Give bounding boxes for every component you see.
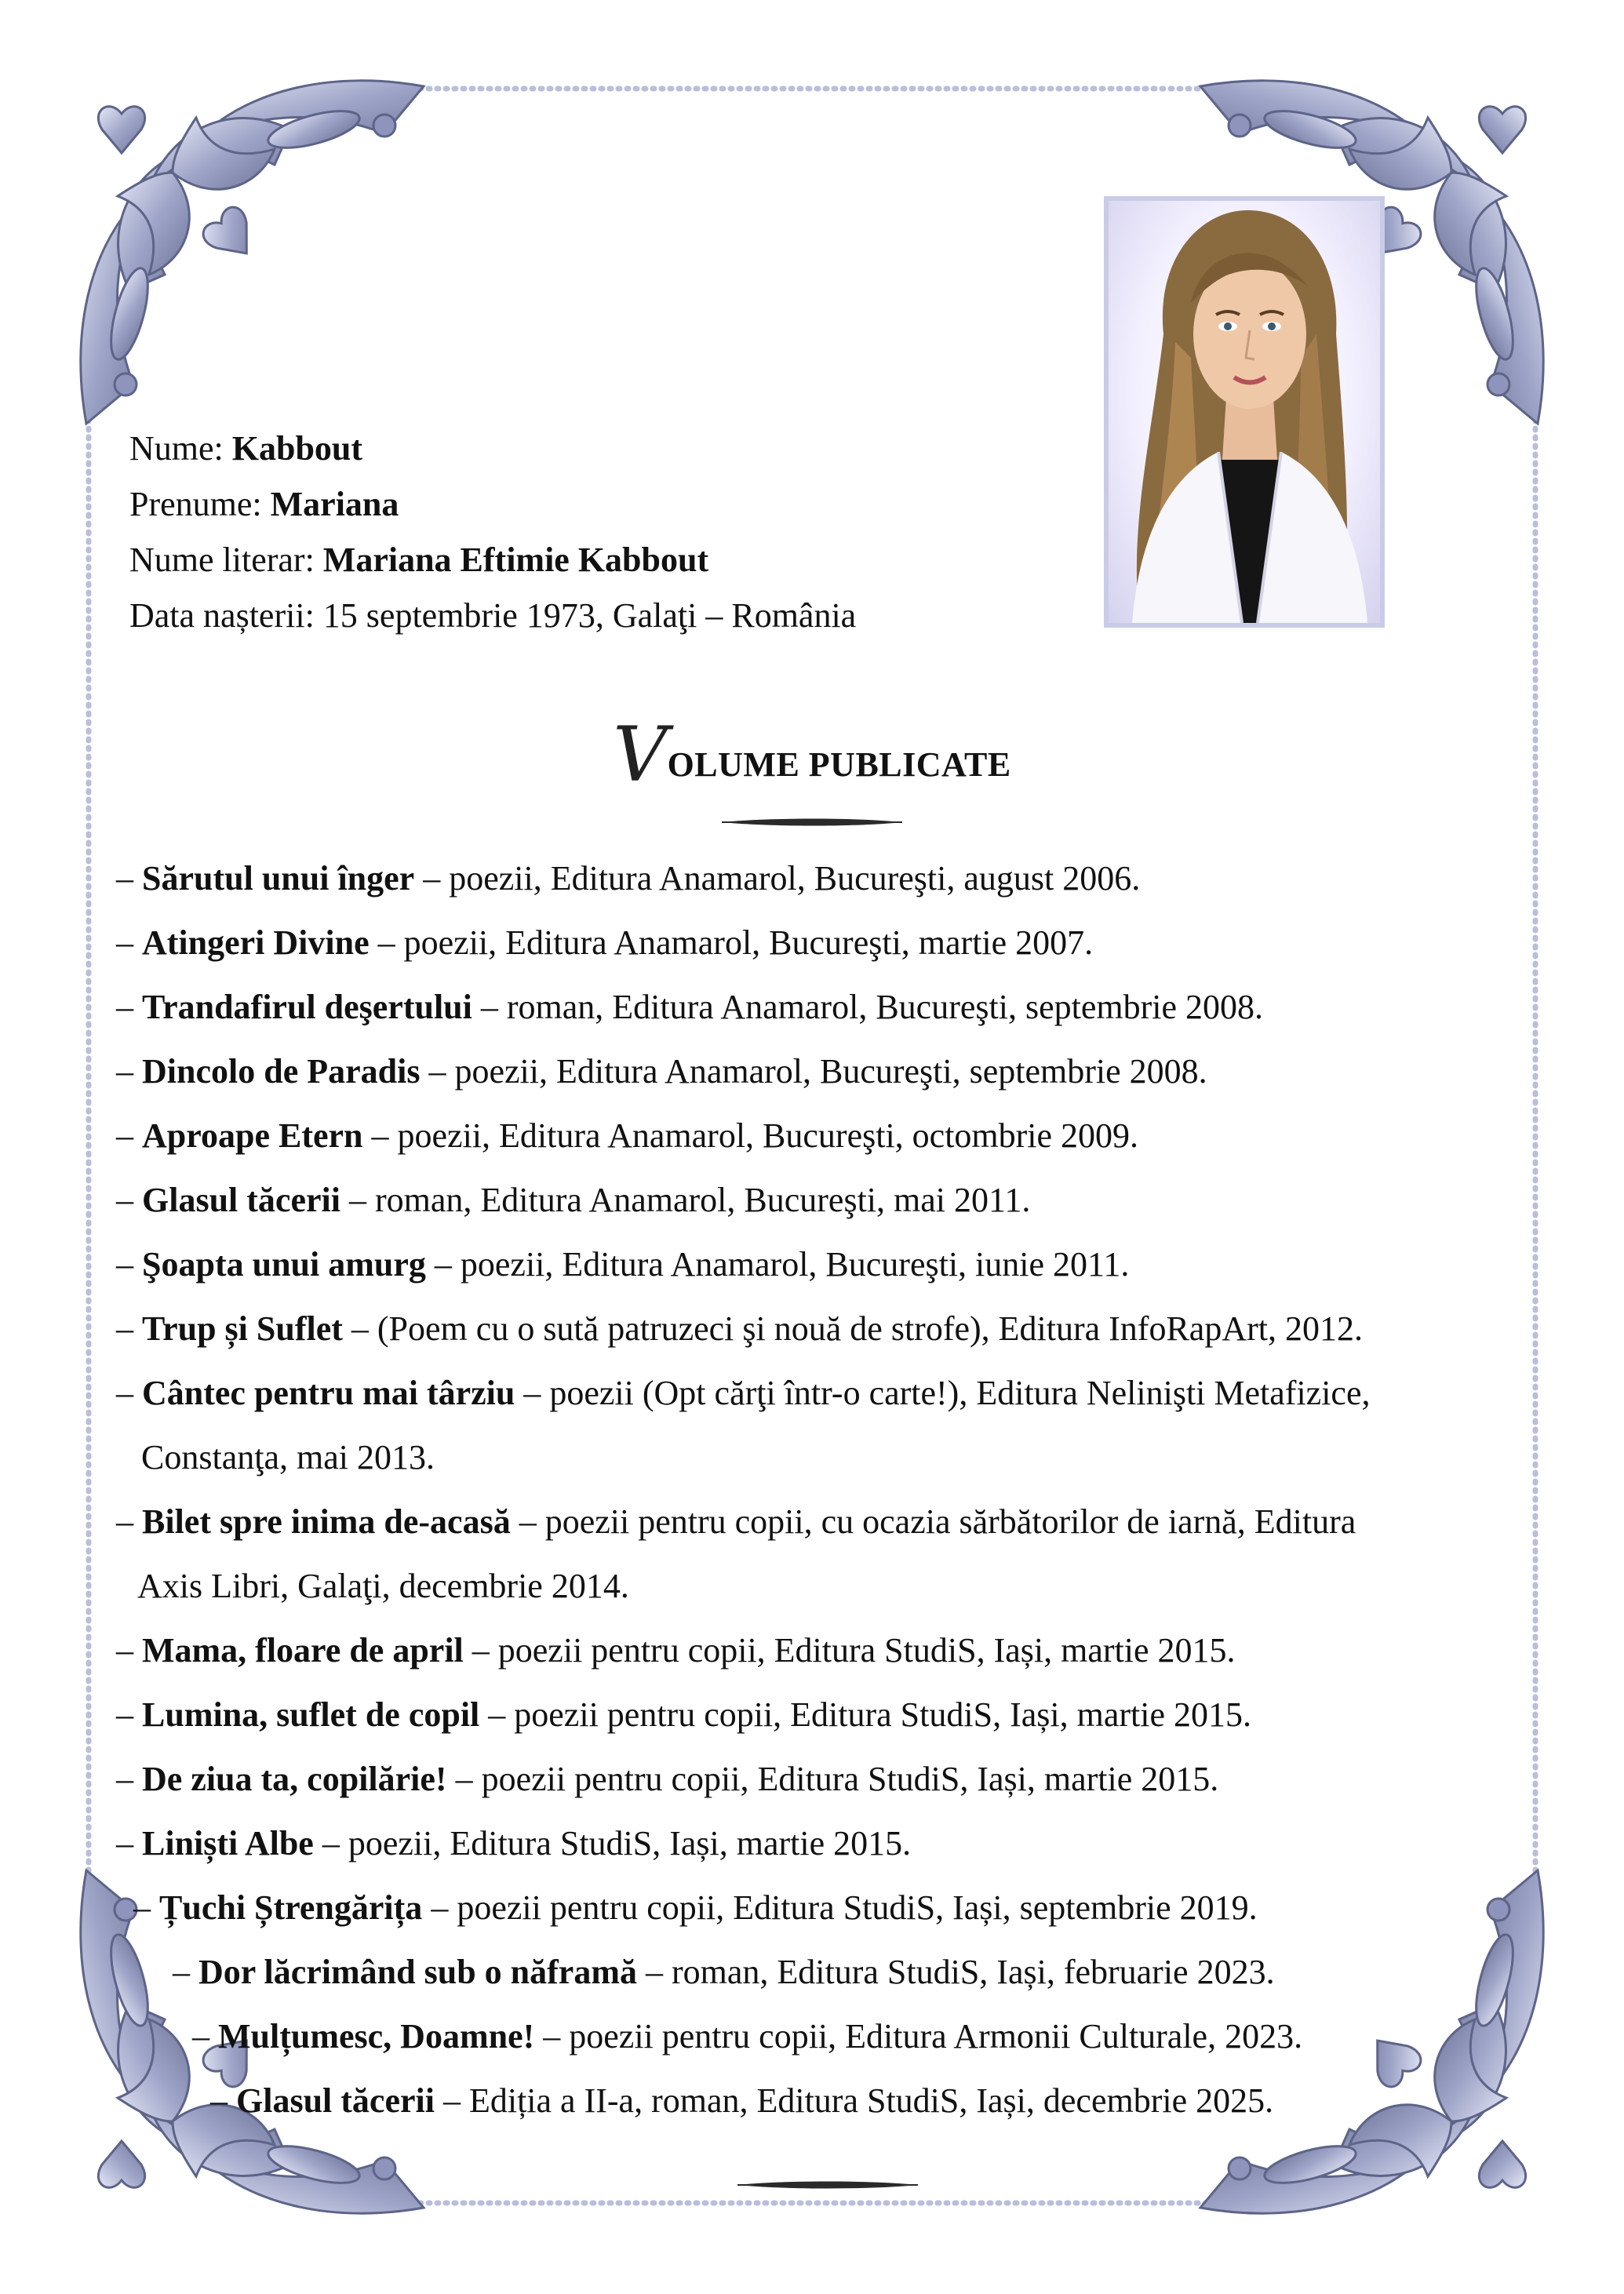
volume-item: – Sărutul unui înger – poezii, Editura Anamarol, Bucureşti, august 2006. xyxy=(116,859,1141,898)
volume-details: – (Poem cu o sută patruzeci şi nouă de strofe), Editura InfoRapArt, 2012. xyxy=(342,1309,1363,1348)
volume-title: Aproape Etern xyxy=(142,1116,363,1155)
volume-item: – Mama, floare de april – poezii pentru copii, Editura StudiS, Iași, martie 2015. xyxy=(116,1631,1236,1670)
volume-item: – Bilet spre inima de-acasă – poezii pentru copii, cu ocazia sărbătorilor de iarnă, Editura xyxy=(116,1502,1356,1541)
volume-title: Atingeri Divine xyxy=(142,923,370,962)
volume-item: – Cântec pentru mai târziu – poezii (Opt cărţi într-o carte!), Editura Nelinişti Metafizice, xyxy=(116,1374,1371,1412)
volume-title: Glasul tăcerii xyxy=(142,1181,340,1219)
pen-name-row xyxy=(129,532,1071,588)
surname-label: Nume: xyxy=(129,429,232,468)
volume-item: – Glasul tăcerii – roman, Editura Anamarol, Bucureşti, mai 2011. xyxy=(116,1181,1031,1219)
volume-details: – poezii pentru copii, Editura Armonii Culturale, 2023. xyxy=(534,2017,1303,2055)
volume-item: – Glasul tăcerii – Ediția a II-a, roman, Editura StudiS, Iași, decembrie 2025. xyxy=(210,2081,1274,2120)
volume-details: – poezii, Editura Anamarol, Bucureşti, septembrie 2008. xyxy=(420,1052,1207,1091)
volume-item: – Țuchi Ștrengărița – poezii pentru copii, Editura StudiS, Iași, septembrie 2019. xyxy=(133,1888,1258,1927)
volume-details-continued: Axis Libri, Galaţi, decembrie 2014. xyxy=(137,1567,629,1605)
volume-item: – Trup și Suflet – (Poem cu o sută patruzeci şi nouă de strofe), Editura InfoRapArt, 2012. xyxy=(116,1309,1363,1348)
volume-title: Bilet spre inima de-acasă xyxy=(142,1502,511,1541)
volume-details: – roman, Editura Anamarol, Bucureşti, mai 2011. xyxy=(340,1181,1031,1219)
pen-name-value: Mariana Eftimie Kabbout xyxy=(322,541,709,579)
volume-details: – poezii pentru copii, Editura StudiS, Iași, martie 2015. xyxy=(463,1631,1236,1670)
first-name-row xyxy=(129,476,1071,532)
volume-title: Cântec pentru mai târziu xyxy=(142,1374,515,1412)
volume-details: – poezii, Editura Anamarol, Bucureşti, octombrie 2009. xyxy=(362,1116,1139,1155)
volume-title: Trandafirul deşertului xyxy=(142,988,472,1026)
volume-title: Țuchi Ștrengărița xyxy=(159,1888,423,1927)
volume-item: – Atingeri Divine – poezii, Editura Anamarol, Bucureşti, martie 2007. xyxy=(116,923,1094,962)
volume-details: – poezii pentru copii, Editura StudiS, Iași, septembrie 2019. xyxy=(422,1888,1258,1927)
volume-item: – Liniști Albe – poezii, Editura StudiS, Iași, martie 2015. xyxy=(116,1824,912,1863)
pen-name-label: Nume literar: xyxy=(129,541,323,579)
birth-value: 15 septembrie 1973, Galaţi – România xyxy=(322,596,857,635)
author-portrait-image xyxy=(1109,201,1380,623)
first-name-label: Prenume: xyxy=(129,485,271,523)
surname-value: Kabbout xyxy=(231,429,363,468)
volume-details: – poezii, Editura Anamarol, Bucureşti, august 2006. xyxy=(414,859,1141,898)
volume-details-continued: Constanţa, mai 2013. xyxy=(141,1438,435,1477)
section-title xyxy=(0,711,1624,799)
volume-title: Glasul tăcerii xyxy=(236,2081,435,2120)
volume-details: – poezii, Editura StudiS, Iași, martie 2015. xyxy=(313,1824,912,1863)
surname-row xyxy=(129,421,1071,476)
volume-item: – Lumina, suflet de copil – poezii pentru copii, Editura StudiS, Iași, martie 2015. xyxy=(116,1695,1251,1734)
section-title-initial: V xyxy=(613,711,668,799)
volume-title: Lumina, suflet de copil xyxy=(142,1695,480,1734)
volume-details: – roman, Editura StudiS, Iași, februarie 2023. xyxy=(636,1953,1275,1991)
first-name-value: Mariana xyxy=(270,485,399,523)
identity-block xyxy=(129,421,1071,643)
volume-details: – poezii pentru copii, cu ocazia sărbătorilor de iarnă, Editura xyxy=(510,1502,1356,1541)
title-divider xyxy=(722,814,902,830)
volume-details: – poezii (Opt cărţi într-o carte!), Editura Nelinişti Metafizice, xyxy=(515,1374,1371,1412)
birth-row xyxy=(129,588,1071,643)
volume-details: – poezii, Editura Anamarol, Bucureşti, martie 2007. xyxy=(369,923,1094,962)
volume-title: Dor lăcrimând sub o năframă xyxy=(198,1953,637,1991)
volume-title: Mama, floare de april xyxy=(142,1631,464,1670)
volume-details: – roman, Editura Anamarol, Bucureşti, septembrie 2008. xyxy=(472,988,1263,1026)
volume-details: – poezii pentru copii, Editura StudiS, Iași, martie 2015. xyxy=(446,1760,1219,1798)
volume-details: – Ediția a II-a, roman, Editura StudiS, Iași, decembrie 2025. xyxy=(434,2081,1274,2120)
volume-details: – poezii pentru copii, Editura StudiS, Iași, martie 2015. xyxy=(479,1695,1251,1734)
volume-details: – poezii, Editura Anamarol, Bucureşti, iunie 2011. xyxy=(425,1245,1130,1284)
section-title-text: OLUME PUBLICATE xyxy=(667,745,1011,784)
birth-label: Data nașterii: xyxy=(129,596,323,635)
volume-title: Trup și Suflet xyxy=(142,1309,343,1348)
volume-item: – Trandafirul deşertului – roman, Editura Anamarol, Bucureşti, septembrie 2008. xyxy=(116,988,1263,1026)
volume-item: – De ziua ta, copilărie! – poezii pentru copii, Editura StudiS, Iași, martie 2015. xyxy=(116,1760,1219,1798)
volume-item: – Dor lăcrimând sub o năframă – roman, Editura StudiS, Iași, februarie 2023. xyxy=(173,1953,1275,1991)
volume-title: De ziua ta, copilărie! xyxy=(142,1760,447,1798)
volume-item: – Şoapta unui amurg – poezii, Editura Anamarol, Bucureşti, iunie 2011. xyxy=(116,1245,1130,1284)
volume-title: Mulțumesc, Doamne! xyxy=(218,2017,535,2055)
volume-title: Liniști Albe xyxy=(142,1824,314,1863)
volume-title: Şoapta unui amurg xyxy=(142,1245,426,1284)
bottom-divider xyxy=(737,2177,918,2193)
author-photo xyxy=(1104,196,1385,628)
volume-title: Sărutul unui înger xyxy=(142,859,415,898)
volume-title: Dincolo de Paradis xyxy=(142,1052,421,1091)
volume-item: – Mulțumesc, Doamne! – poezii pentru copii, Editura Armonii Culturale, 2023. xyxy=(192,2017,1303,2055)
volume-item: – Aproape Etern – poezii, Editura Anamarol, Bucureşti, octombrie 2009. xyxy=(116,1116,1139,1155)
volume-item: – Dincolo de Paradis – poezii, Editura Anamarol, Bucureşti, septembrie 2008. xyxy=(116,1052,1207,1091)
